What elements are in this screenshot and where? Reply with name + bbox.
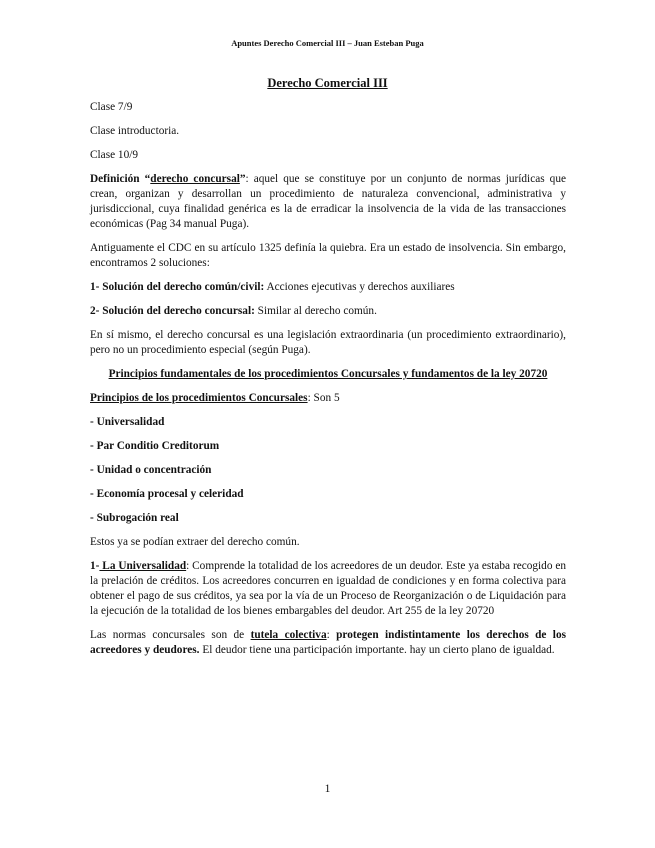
principios-intro-text: : Son 5	[307, 392, 340, 404]
document-title: Derecho Comercial III	[267, 76, 388, 90]
universalidad-paragraph	[90, 559, 566, 619]
definicion-text: : aquel que se constituye por un conjunto de normas jurídicas que crean, organizan y desarrollan un procedimiento de naturaleza convencional, administrativa y jurisdiccional, cuya finalidad genérica es la de erradicar la insolvencia de la vida de las transacciones económicas (Pag 34 manual Puga).	[90, 173, 566, 230]
principio-item: - Par Conditio Creditorum	[90, 440, 220, 452]
definicion-paragraph	[90, 172, 566, 232]
clase-date-2: Clase 10/9	[90, 149, 139, 161]
solucion-1-text: Acciones ejecutivas y derechos auxiliares	[264, 281, 455, 293]
clase-intro: Clase introductoria.	[90, 125, 180, 137]
solucion-2-text: Similar al derecho común.	[254, 305, 377, 317]
normas-lead: Las normas concursales son de	[90, 629, 251, 641]
normas-tutela: tutela colectiva	[250, 629, 327, 641]
normas-colon: :	[326, 629, 337, 641]
solucion-2-label: 2- Solución del derecho concursal:	[90, 305, 255, 317]
principio-item: - Unidad o concentración	[90, 464, 212, 476]
definicion-term: derecho concursal	[150, 173, 240, 185]
document-body	[90, 100, 566, 667]
principio-item: - Economía procesal y celeridad	[90, 488, 244, 500]
clase-date-1: Clase 7/9	[90, 101, 133, 113]
principio-item: - Universalidad	[90, 416, 165, 428]
normas-rest: El deudor tiene una participación importante. hay un cierto plano de igualdad.	[199, 644, 555, 656]
solucion-1	[90, 280, 566, 295]
ensimismo-paragraph: En sí mismo, el derecho concursal es una legislación extraordinaria (un procedimiento extraordinario), pero no un procedimiento especial (según Puga).	[90, 329, 566, 356]
page-header: Apuntes Derecho Comercial III – Juan Esteban Puga	[231, 38, 424, 48]
solucion-1-label: 1- Solución del derecho común/civil:	[90, 281, 265, 293]
normas-paragraph	[90, 628, 566, 658]
principios-intro-label: Principios de los procedimientos Concursales	[90, 392, 308, 404]
solucion-2	[90, 304, 566, 319]
page-number: 1	[324, 783, 331, 795]
principios-intro	[90, 391, 566, 406]
principios-heading: Principios fundamentales de los procedimientos Concursales y fundamentos de la ley 20720	[108, 368, 548, 380]
universalidad-label: La Universalidad	[99, 560, 187, 572]
definicion-close: ”	[239, 173, 246, 185]
universalidad-num: 1-	[90, 560, 100, 572]
universalidad-text: : Comprende la totalidad de los acreedores de un deudor. Este ya estaba recogido en la prelación de créditos. Los acreedores concurren en igualdad de condiciones y en forma colectiva para obtener el pago de sus créditos, ya sea por la vía de un Proceso de Reorganización o de Liquidación para la ejecución de la totalidad de los bienes embargables del deudor. Art 255 de la ley 20720	[90, 560, 566, 617]
principio-item: - Subrogación real	[90, 512, 179, 524]
estos-paragraph: Estos ya se podían extraer del derecho común.	[90, 536, 300, 548]
normas-bold: protegen indistintamente los derechos de los acreedores y deudores.	[90, 629, 566, 656]
definicion-lead: Definición “	[90, 173, 151, 185]
antiguamente-paragraph: Antiguamente el CDC en su artículo 1325 definía la quiebra. Era un estado de insolvencia. Sin embargo, encontramos 2 soluciones:	[90, 242, 566, 269]
